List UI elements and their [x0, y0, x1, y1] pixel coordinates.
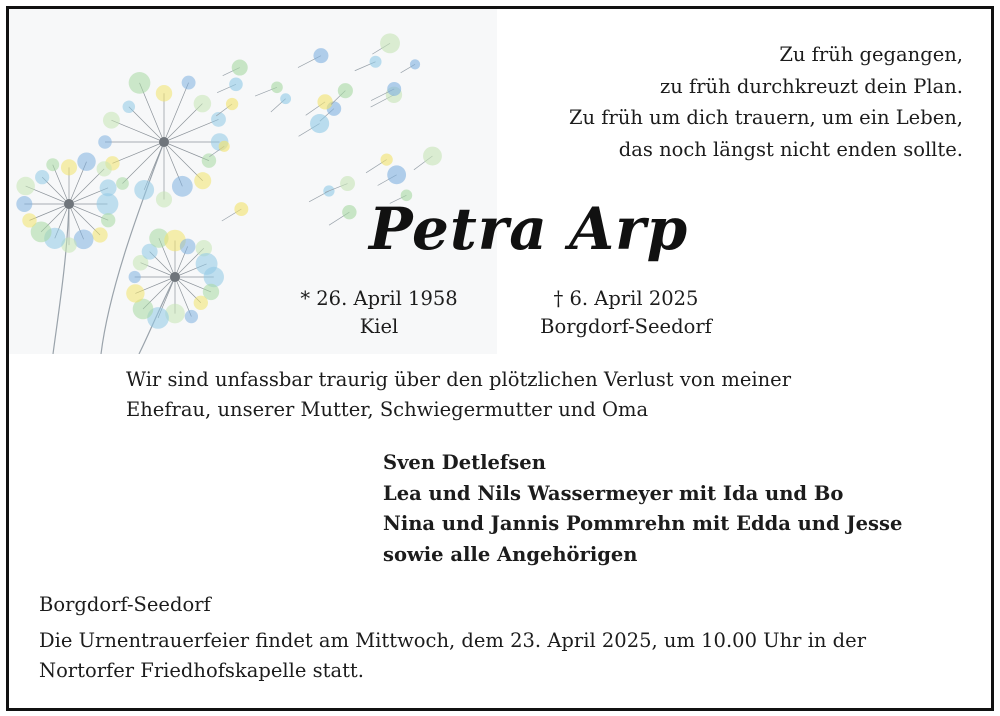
ceremony-line: Nortorfer Friedhofskapelle statt. [39, 659, 364, 682]
poem [569, 39, 963, 165]
location: Borgdorf-Seedorf [39, 593, 211, 616]
poem-line: Zu früh um dich trauern, um ein Leben, [568, 106, 963, 129]
death-place: Borgdorf-Seedorf [540, 315, 712, 338]
deceased-name: Petra Arp [369, 195, 689, 263]
mourner: sowie alle Angehörigen [383, 542, 638, 566]
birth-info [293, 285, 465, 341]
mourner: Lea und Nils Wassermeyer mit Ida und Bo [383, 481, 844, 505]
poem-line: zu früh durchkreuzt dein Plan. [659, 74, 963, 98]
birth-place: Kiel [359, 315, 399, 338]
grief-text [126, 365, 791, 425]
obituary-notice [6, 6, 994, 711]
grief-line: Ehefrau, unserer Mutter, Schwiegermutter und Oma [126, 398, 649, 421]
poem-line: das noch längst nicht enden sollte. [618, 137, 963, 161]
grief-line: Wir sind unfassbar traurig über den plötzlichen Verlust von meiner [126, 368, 792, 391]
poem-line: Zu früh gegangen, [779, 43, 963, 66]
mourner: Sven Detlefsen [383, 451, 546, 474]
mourners-list [383, 448, 902, 570]
ceremony-line: Die Urnentrauerfeier findet am Mittwoch, dem 23. April 2025, um 10.00 Uhr in der [39, 629, 867, 652]
death-date: † 6. April 2025 [553, 287, 699, 310]
birth-date: * 26. April 1958 [300, 287, 458, 310]
ceremony-info [39, 626, 866, 686]
death-info [531, 285, 721, 341]
mourner: Nina und Jannis Pommrehn mit Edda und Jesse [383, 512, 903, 535]
